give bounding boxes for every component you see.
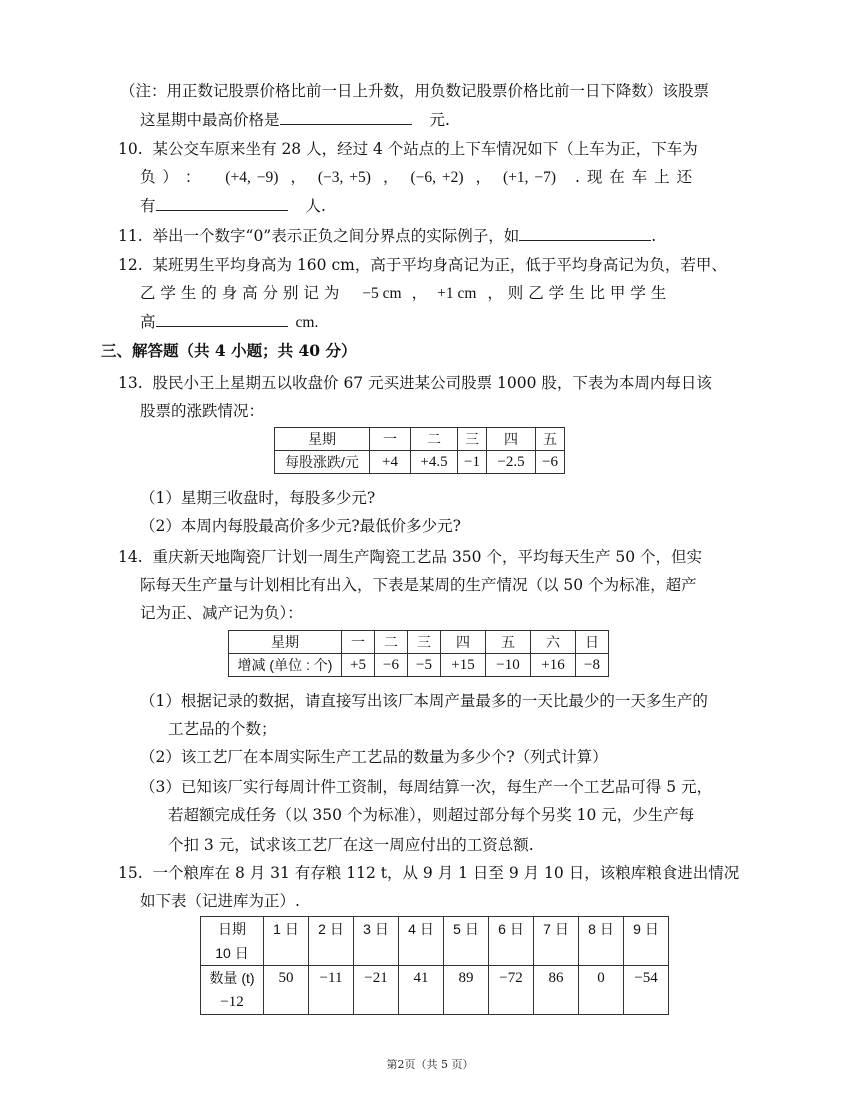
table-cell: −5 [408,654,441,677]
q12-line2 [140,282,666,305]
q10-comma: ， [475,168,492,186]
q10-comma: ， [382,168,399,186]
q14-line2: 际每天生产量与计划相比有出入，下表是某周的生产情况（以 50 个为标准，超产 [140,576,697,594]
q13-sub2: （2）本周内每股最高价多少元?最低价多少元? [140,517,461,535]
table-cell [624,990,669,1015]
q13-table [274,427,565,474]
q13-table-row [275,451,565,474]
table-cell [354,990,399,1015]
q9-line2 [140,108,450,131]
q10-comma: ， [290,168,306,186]
table-cell: 41 [399,966,444,991]
table-cell: 4 日 [399,917,444,942]
table-cell [399,941,444,966]
table-cell [489,990,534,1015]
table-cell [309,941,354,966]
table-cell: 数量 (t) [201,966,264,991]
q10-line1 [118,138,698,160]
section-3-title: 三、解答题（共 4 小题；共 40 分） [101,341,357,360]
q10-line2-end: . 现 在 车 上 还 [575,168,693,186]
table-cell: 五 [486,631,531,654]
table-cell: 五 [536,428,565,451]
table-cell: −11 [309,966,354,991]
q14-line3: 记为正、减产记为负）： [140,604,303,622]
q10-stop4: (+1, −7) [503,169,557,186]
table-cell [309,990,354,1015]
table-cell [354,941,399,966]
q15-number: 15. [118,864,143,882]
table-cell: −1 [458,451,487,474]
table-cell: 二 [411,428,458,451]
table-cell [444,941,489,966]
table-cell [264,941,309,966]
table-cell: 日 [576,631,609,654]
table-cell: 六 [531,631,576,654]
table-cell: −8 [576,654,609,677]
q13-sub1: （1）星期三收盘时，每股多少元? [140,489,376,507]
table-cell: 0 [579,966,624,991]
q10-stop3: (−6, +2) [410,169,464,186]
table-cell: −6 [375,654,408,677]
q15-line1 [118,862,739,884]
q11-answer-blank[interactable] [519,224,651,241]
q10-stop2: (−3, +5) [317,169,371,186]
page-footer: 第2页（共 5 页） [386,1058,474,1071]
q12-answer-blank[interactable] [156,310,288,327]
q10-text3: 有 [140,197,156,215]
table-cell: 50 [264,966,309,991]
q9-answer-blank[interactable] [280,108,412,125]
table-cell: 10 日 [201,941,264,966]
q10-line2 [140,166,692,189]
table-cell: 星期 [275,428,370,451]
table-cell: −21 [354,966,399,991]
table-cell: 星期 [229,631,342,654]
q11-text: 举出一个数字“0”表示正负之间分界点的实际例子，如 [152,227,520,245]
q15-table-row [201,966,669,991]
table-cell [579,990,624,1015]
table-cell: +4 [370,451,411,474]
table-cell: +4.5 [411,451,458,474]
q15-table-row-wrap [201,990,669,1015]
q11-number: 11. [118,227,143,245]
table-cell [399,990,444,1015]
table-cell: 86 [534,966,579,991]
q15-table-header-wrap [201,941,669,966]
q15-line2: 如下表（记进库为正）. [140,892,300,910]
q10-stop1: (+4, −9) [225,169,279,186]
q14-sub1a: （1）根据记录的数据，请直接写出该厂本周产量最多的一天比最少的一天多生产的 [140,692,708,710]
q10-line2-text: 负 ） ： [140,168,201,186]
table-cell: 日期 [201,917,264,942]
table-cell: −10 [486,654,531,677]
table-cell [534,941,579,966]
q15-table [200,916,669,1015]
table-cell: 89 [444,966,489,991]
q10-number: 10. [118,140,143,158]
q10-text: 某公交车原来坐有 28 人，经过 4 个站点的上下车情况如下（上车为正，下车为 [152,140,698,158]
q14-number: 14. [118,548,143,566]
table-cell: +15 [441,654,486,677]
table-cell: 三 [408,631,441,654]
table-cell [489,941,534,966]
q13-number: 13. [118,374,143,392]
q12-value-jia: −5 cm [362,285,402,302]
q11-end: . [651,227,657,245]
q13-line2: 股票的涨跌情况： [140,402,265,420]
q15-table-header [201,917,669,942]
q12-number: 12. [118,256,143,274]
table-cell [264,990,309,1015]
table-cell: 三 [458,428,487,451]
q10-line3 [140,194,326,217]
q14-sub1b: 工艺品的个数； [168,720,277,738]
q12-line1 [118,254,727,276]
q9-text: 这星期中最高价格是 [140,111,280,129]
q10-unit: 人. [305,197,326,215]
q9-unit: 元. [429,111,450,129]
q14-text: 重庆新天地陶瓷厂计划一周生产陶瓷工艺品 350 个，平均每天生产 50 个，但实 [152,548,703,566]
table-cell: 1 日 [264,917,309,942]
table-cell: 7 日 [534,917,579,942]
table-cell [534,990,579,1015]
table-cell: 8 日 [579,917,624,942]
q14-line1 [118,546,702,568]
table-cell [624,941,669,966]
table-cell: 一 [370,428,411,451]
q12-text2: 乙 学 生 的 身 高 分 别 记 为 [140,284,340,302]
q13-text: 股民小王上星期五以收盘价 67 元买进某公司股票 1000 股，下表为本周内每日该 [152,374,712,392]
table-cell: −54 [624,966,669,991]
q15-text: 一个粮库在 8 月 31 有存粮 112 t，从 9 月 1 日至 9 月 10 日，该粮库粮食进出情况 [152,864,740,882]
q14-sub3b: 若超额完成任务（以 350 个为标准），则超过部分每个另奖 10 元，少生产每 [168,806,695,824]
table-cell: 一 [342,631,375,654]
table-cell: −72 [489,966,534,991]
q12-unit: cm. [295,314,319,331]
q12-text: 某班男生平均身高为 160 cm，高于平均身高记为正，低于平均身高记为负，若甲、 [152,256,727,274]
table-cell: −12 [201,990,264,1015]
table-cell: 四 [487,428,536,451]
q12-text3: 高 [140,313,156,331]
table-cell: 2 日 [309,917,354,942]
q13-line1 [118,372,712,394]
table-cell: 5 日 [444,917,489,942]
table-cell: 6 日 [489,917,534,942]
q12-value-yi: +1 cm [437,285,477,302]
table-cell: 9 日 [624,917,669,942]
q12-text2b: ， 则 乙 学 生 比 甲 学 生 [487,284,667,302]
table-cell: 3 日 [354,917,399,942]
table-cell: +5 [342,654,375,677]
table-cell: −6 [536,451,565,474]
table-cell: 二 [375,631,408,654]
q14-sub3c: 个扣 3 元，试求该工艺厂在这一周应付出的工资总额. [168,836,534,854]
q14-table-header [229,631,609,654]
table-cell: 每股涨跌/元 [275,451,370,474]
q12-comma: ， [411,284,428,302]
table-cell [444,990,489,1015]
q14-table [228,630,609,677]
q11-line [118,224,656,247]
table-cell: −2.5 [487,451,536,474]
q14-table-row [229,654,609,677]
q13-table-header [275,428,565,451]
q10-answer-blank[interactable] [156,194,288,211]
q12-line3 [140,310,318,334]
table-cell [579,941,624,966]
table-cell: 增减 (单位 : 个) [229,654,342,677]
table-cell: +16 [531,654,576,677]
q14-sub2: （2）该工艺厂在本周实际生产工艺品的数量为多少个?（列式计算） [140,748,608,766]
q9-line1: （注：用正数记股票价格比前一日上升数，用负数记股票价格比前一日下降数）该股票 [120,82,710,100]
q14-sub3a: （3）已知该厂实行每周计件工资制，每周结算一次，每生产一个工艺品可得 5 元， [140,778,713,796]
table-cell: 四 [441,631,486,654]
